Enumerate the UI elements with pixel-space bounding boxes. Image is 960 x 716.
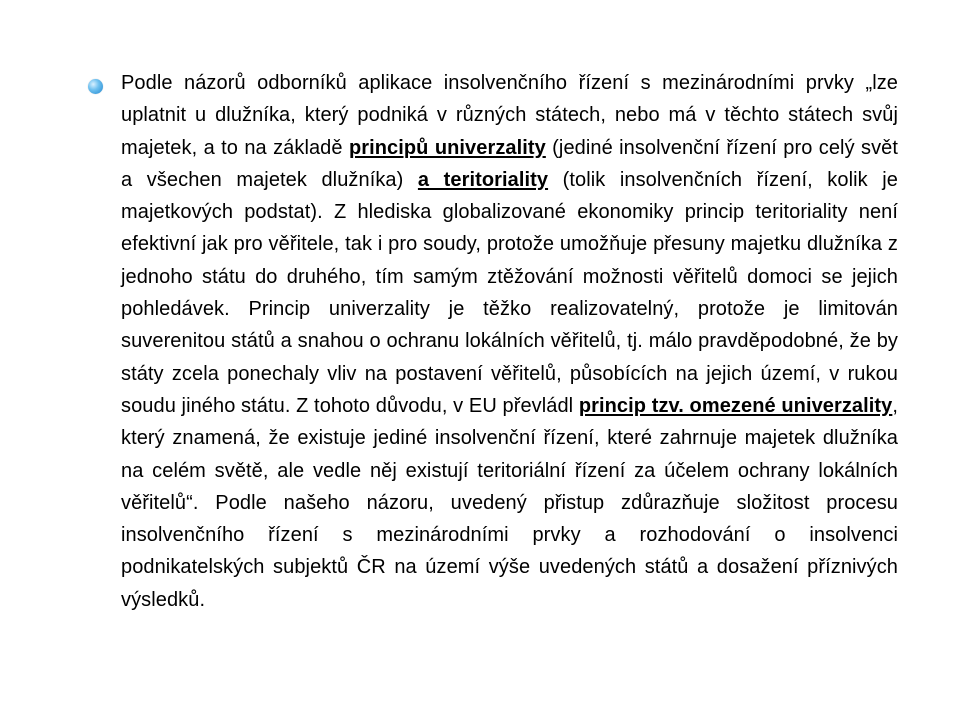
text-segment: (jediné insolvenční řízení pro celý svět a všechen majetek dlužníka) [121, 136, 899, 191]
body-paragraph [121, 67, 898, 616]
term-principy-univerzality: principů univerzality [348, 136, 546, 159]
text-segment: (tolik insolvenčních řízení, kolik je majetkových podstat). Z hlediska globalizované ekonomiky princip teritoriality není efektivní jak pro věřitele, tak i pro soudy, protože umožňuje přesuny majetku dlužníka z jednoho státu do druhého, tím samým ztěžování možnosti věřitelů domoci se jejich pohledávek. Princip univerzality je těžko realizovatelný, protože je limitován suverenitou států a snahou o ochranu lokálních věřitelů, tj. málo pravděpodobné, že by státy zcela ponechaly vliv na postavení věřitelů, působících na jejich území, v rukou soudu jiného státu. Z tohoto důvodu, v EU převládl [121, 168, 898, 417]
text-segment: , který znamená, že existuje jediné insolvenční řízení, které zahrnuje majetek dlužníka na celém světě, ale vedle něj existují teritoriální řízení za účelem ochrany lokálních věřitelů“. Podle našeho názoru, uvedený přistup zdůrazňuje složitost procesu insolvenčního řízení s mezinárodními prvky a rozhodování o insolvenci podnikatelských subjektů ČR na území výše uvedených států a dosažení příznivých výsledků. [121, 394, 898, 611]
term-teritoriality: a teritoriality [417, 168, 549, 191]
round-bullet-icon [88, 79, 103, 94]
term-omezene-univerzality: princip tzv. omezené univerzality [578, 394, 893, 417]
text-segment: Podle názorů odborníků aplikace insolvenčního řízení s mezinárodními prvky „lze uplatnit u dlužníka, který podniká v různých státech, nebo má v těchto státech svůj majetek, a to na základě [121, 72, 898, 159]
